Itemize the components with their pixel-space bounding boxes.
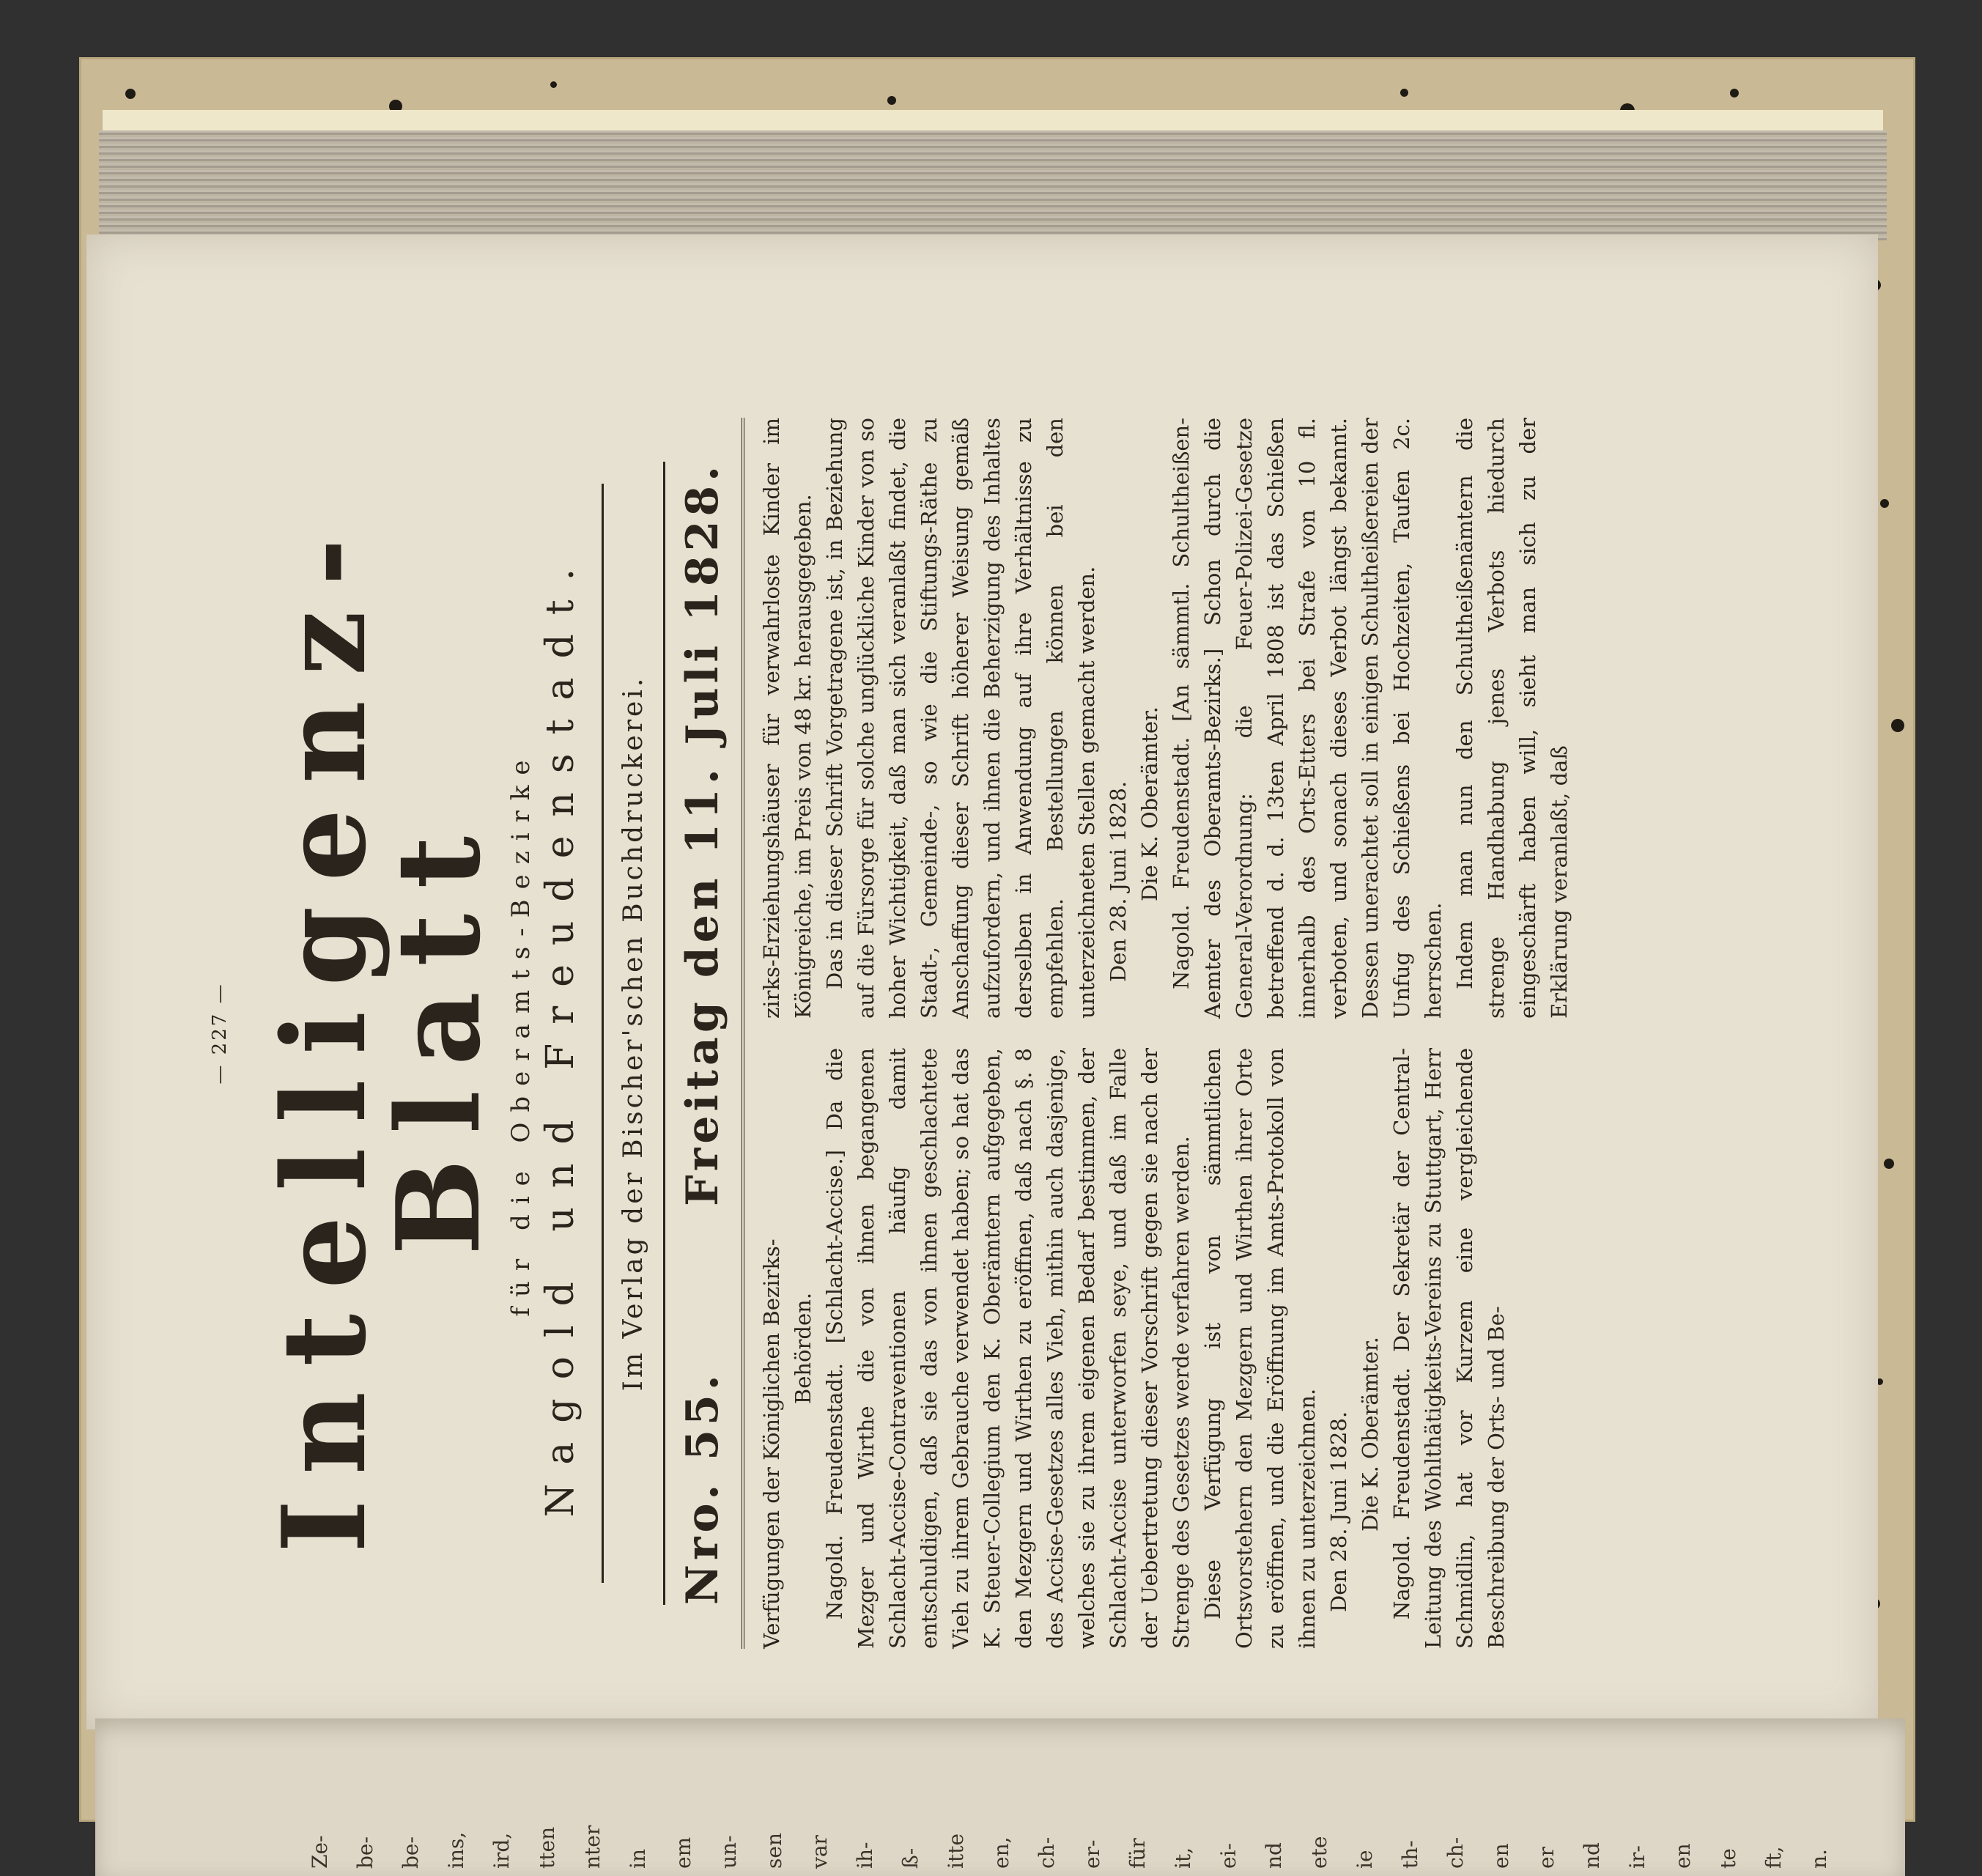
cover-speck	[1891, 719, 1904, 732]
masthead-title: Intelligenz-Blatt	[257, 513, 506, 1554]
cover-speck	[1880, 499, 1889, 508]
facing-page-fragment: ih-	[853, 1842, 877, 1869]
notice-paragraph: Diese Verfügung ist von sämmtlichen Ortsvorstehern den Mezgern und Wirthen ihrer Orte zu eröffnen, und die Eröffnung im Amts-Protokoll von ihnen zu unterzeichnen.	[1200, 1048, 1320, 1649]
facing-page-fragment: ft,	[1761, 1846, 1786, 1869]
facing-page-fragment: be-	[399, 1836, 423, 1869]
facing-page-fragment: th-	[1398, 1840, 1422, 1869]
facing-page-fragment: sen	[762, 1833, 786, 1869]
column-left	[756, 1048, 1575, 1649]
facing-page-fragment: für	[1125, 1838, 1150, 1869]
facing-page-fragment: ird,	[489, 1832, 514, 1869]
facing-page-fragment: be-	[353, 1836, 377, 1869]
notice-date: Den 28. Juni 1828.	[1106, 780, 1131, 982]
rule-double	[742, 418, 744, 1649]
facing-page-fragment: un-	[717, 1835, 741, 1869]
facing-page-fragment: tten	[535, 1826, 559, 1869]
facing-page-fragment: en	[1489, 1843, 1513, 1869]
facing-page-fragment: nd	[1262, 1842, 1286, 1869]
facing-page-fragment: ch-	[1443, 1836, 1468, 1869]
section-title-cont: Behörden.	[791, 1292, 816, 1405]
facing-page-fragment: en,	[989, 1836, 1013, 1869]
facing-page-fragment: ß-	[898, 1847, 922, 1869]
masthead-subtitle: für die Oberamts-Bezirke	[506, 750, 536, 1317]
issue-date: Freitag den 11. Juli 1828.	[677, 462, 728, 1206]
cover-speck	[1884, 1159, 1894, 1169]
page-block-edges	[99, 130, 1887, 240]
page-text-rotated	[209, 418, 1572, 1649]
notice-paragraph: Das in dieser Schrift Vorgetragene ist, in Beziehung auf die Fürsorge für solche unglückliche Kinder von so hoher Wichtigkeit, daß man sich veranlaßt findet, die Stadt-, Gemeinde-, so wie die Stiftungs-Räthe zu Anschaffung dieser Schrift höherer Weisung gemäß aufzufordern, und ihnen die Beherzigung des Inhaltes derselben in Anwendung auf ihre Verhältnisse zu empfehlen. Bestellungen können bei den unterzeichneten Stellen gemacht werden.	[822, 418, 1099, 1019]
facing-page-fragment: ie	[1353, 1850, 1377, 1869]
facing-page-fragment: Ze-	[308, 1835, 332, 1869]
cover-speck	[1730, 89, 1739, 97]
facing-page-fragment: nd	[1580, 1842, 1604, 1869]
facing-page-fragment: er-	[1080, 1839, 1104, 1869]
publisher-line: Im Verlag der Bischer'schen Buchdruckerei.	[618, 675, 648, 1392]
page-number: — 227 —	[209, 982, 231, 1085]
rule	[602, 484, 604, 1583]
cover-speck	[550, 81, 557, 88]
rule	[663, 462, 665, 1605]
cover-speck	[887, 96, 896, 105]
issue-number: Nro. 55.	[677, 1370, 728, 1605]
facing-page-fragment: er	[1534, 1847, 1558, 1869]
notice-wohlthaetigkeit: Nagold. Freudenstadt. Der Sekretär der Central-Leitung des Wohlthätigkeits-Vereins zu Stuttgart, Herr Schmidlin, hat vor Kurzem eine vergleichende Beschreibung der Orts- und Be-	[1389, 1048, 1509, 1649]
notice-schiessen: Nagold. Freudenstadt. [An sämmtl. Schultheißen-Aemter des Oberamts-Bezirks.] Schon durch die General-Verordnung: die Feuer-Polizei-Gesetze betreffend d. d. 13ten April 1808 ist das Schießen innerhalb des Orts-Etters bei Strafe von 10 fl. verboten, und sonach dieses Verbot längst bekannt. Dessen unerachtet soll in einigen Schultheißereien der Unfug des Schießens bei Hochzeiten, Taufen 2c. herrschen.	[1169, 418, 1446, 1019]
cover-speck	[1400, 89, 1408, 97]
notice-schlacht-accise: Nagold. Freudenstadt. [Schlacht-Accise.] Da die Mezger und Wirthe die von ihnen begangenen Schlacht-Accise-Contraventionen häufig damit entschuldigen, daß sie das von ihnen geschlachtete Vieh zu ihrem Gebrauche verwendet haben; so hat das K. Steuer-Collegium den K. Oberämtern aufgegeben, den Mezgern und Wirthen zu eröffnen, daß nach §. 8 des Accise-Gesetzes alles Vieh, mithin auch dasjenige, welches sie zu ihrem eigenen Bedarf bestimmen, der Schlacht-Accise unterworfen seye, und daß im Falle der Uebertretung dieser Vorschrift gegen sie nach der Strenge des Gesetzes werde verfahren werden.	[822, 1048, 1194, 1649]
facing-page-fragment: te	[1716, 1848, 1740, 1869]
section-title: Verfügungen der Königlichen Bezirks-	[759, 1238, 784, 1649]
column-right	[756, 418, 1575, 1019]
notice-date: Den 28. Juni 1828.	[1326, 1411, 1351, 1612]
facing-page-fragment: itte	[944, 1833, 968, 1869]
facing-page-fragment: in	[626, 1849, 650, 1869]
page-edge-top	[103, 110, 1883, 132]
facing-page-fragment: en	[1671, 1843, 1695, 1869]
facing-page-fragment: ch-	[1035, 1836, 1059, 1869]
facing-page-fragment: ir-	[1625, 1845, 1649, 1869]
notice-paragraph: Indem man nun den Schultheißenämtern die strenge Handhabung jenes Verbots hiedurch eingeschärft haben will, sieht man sich zu der Erklärung veranlaßt, daß	[1452, 418, 1572, 1019]
facing-page-fragment: it,	[1171, 1847, 1195, 1869]
facing-page-fragment: n.	[1807, 1849, 1831, 1869]
cover-speck	[125, 89, 136, 99]
facing-page-fragment: nter	[580, 1825, 604, 1869]
facing-page-fragment: var	[807, 1835, 832, 1869]
notice-continuation: zirks-Erziehungshäuser für verwahrloste Kinder im Königreiche, im Preis von 48 kr. herausgegeben.	[759, 418, 816, 1019]
facing-page-fragment: ei-	[1216, 1843, 1240, 1869]
facing-page-fragment: em	[671, 1836, 695, 1869]
facing-page-fragment: ins,	[444, 1831, 468, 1869]
facing-page-fragment: ete	[1307, 1836, 1331, 1869]
notice-signature: Die K. Oberämter.	[1137, 706, 1162, 901]
issue-line	[677, 418, 728, 1649]
masthead-districts: Nagold und Freudenstadt.	[539, 549, 583, 1518]
text-columns	[756, 418, 1575, 1649]
notice-signature: Die K. Oberämter.	[1358, 1337, 1383, 1532]
